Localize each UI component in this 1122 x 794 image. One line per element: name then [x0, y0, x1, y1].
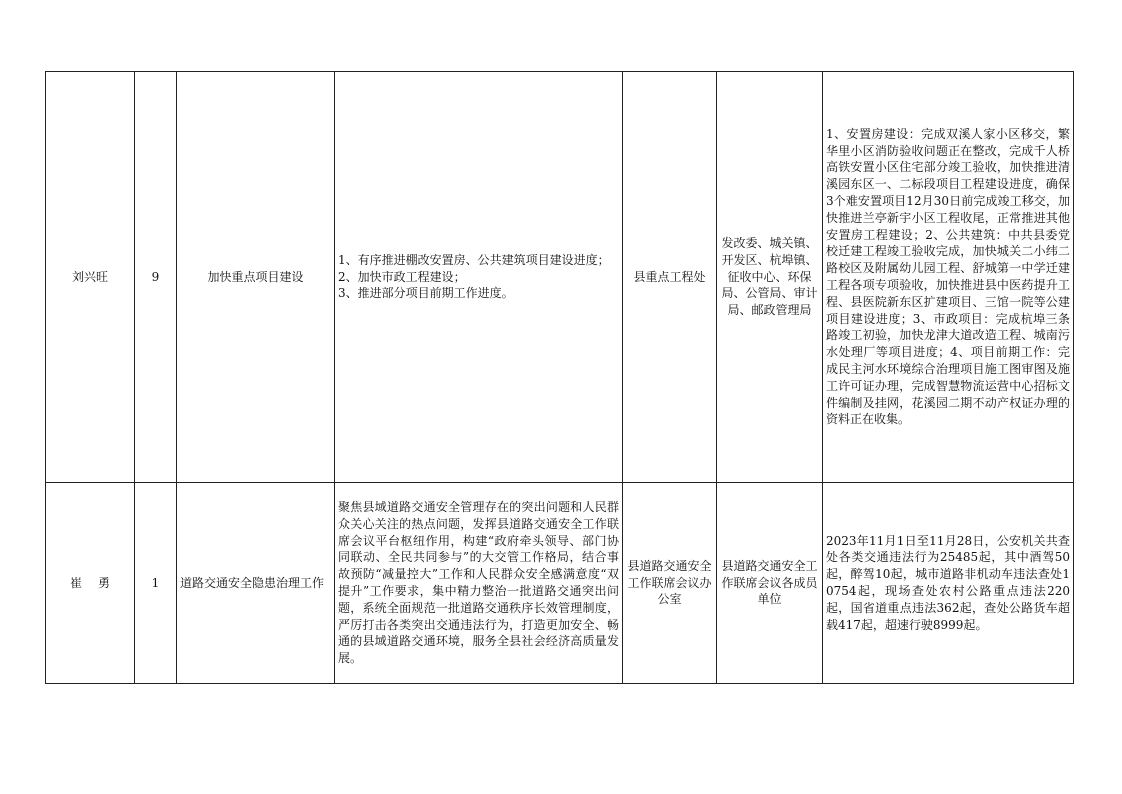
number-cell: 1 [135, 483, 177, 684]
goal-line: 3、推进部分项目前期工作进度。 [338, 286, 514, 301]
coop-units-cell: 发改委、城关镇、开发区、杭埠镇、征收中心、环保局、公管局、审计局、邮政管理局 [717, 72, 823, 483]
goals-cell [335, 72, 623, 483]
person-cell [46, 483, 135, 684]
goal-line: 1、有序推进棚改安置房、公共建筑项目建设进度； [338, 252, 610, 267]
progress-cell: 1、安置房建设：完成双溪人家小区移交，繁华里小区消防验收问题正在整改，完成千人桥高铁安置小区住宅部分竣工验收，加快推进清溪园东区一、二标段项目工程建设进度，确保3个难安置项目12月30日前完成竣工移交，加快推进兰亭新宇小区工程收尾，正常推进其他安置房工程建设；2、公共建筑：中共县委党校迁建工程竣工验收完成，加快城关二小纬二路校区及附属幼儿园工程、舒城第一中学迁建工程各项专项验收，加快推进县中医药提升工程、县医院新东区扩建项目、三馆一院等公建项目建设进度；3、市政项目：完成杭埠三条路竣工初验，加快龙津大道改造工程、城南污水处理厂等项目进度；4、项目前期工作：完成民主河水环境综合治理项目施工图审图及施工许可证办理，完成智慧物流运营中心招标文件编制及挂网，花溪园二期不动产权证办理的资料正在收集。 [823, 72, 1074, 483]
goals-cell: 聚焦县域道路交通安全管理存在的突出问题和人民群众关心关注的热点问题，发挥县道路交通安全工作联席会议平台枢纽作用，构建“政府牵头领导、部门协同联动、全民共同参与”的大交管工作格局，结合事故预防“减量控大”工作和人民群众安全感满意度“双提升”工作要求，集中精力整治一批道路交通突出问题，系统全面规范一批道路交通秩序长效管理制度，严厉打击各类突出交通违法行为，打造更加安全、畅通的县域道路交通环境，服务全县社会经济高质量发展。 [335, 483, 623, 684]
person-cell: 刘兴旺 [46, 72, 135, 483]
task-cell: 加快重点项目建设 [177, 72, 335, 483]
table-row [46, 483, 1074, 684]
number-cell: 9 [135, 72, 177, 483]
progress-cell: 2023年11月1日至11月28日，公安机关共查处各类交通违法行为25485起，其中酒驾50起，醉驾10起，城市道路非机动车违法查处10754起，现场查处农村公路重点违法220起，国省道重点违法362起，查处公路货车超载417起，超速行驶8999起。 [823, 483, 1074, 684]
lead-unit-cell: 县道路交通安全工作联席会议办公室 [623, 483, 717, 684]
goal-line: 2、加快市政工程建设； [338, 269, 466, 284]
coop-units-cell: 县道路交通安全工作联席会议各成员单位 [717, 483, 823, 684]
task-cell: 道路交通安全隐患治理工作 [177, 483, 335, 684]
lead-unit-cell: 县重点工程处 [623, 72, 717, 483]
work-progress-table [45, 71, 1074, 684]
table-row [46, 72, 1074, 483]
person-name: 崔勇 [69, 575, 126, 590]
